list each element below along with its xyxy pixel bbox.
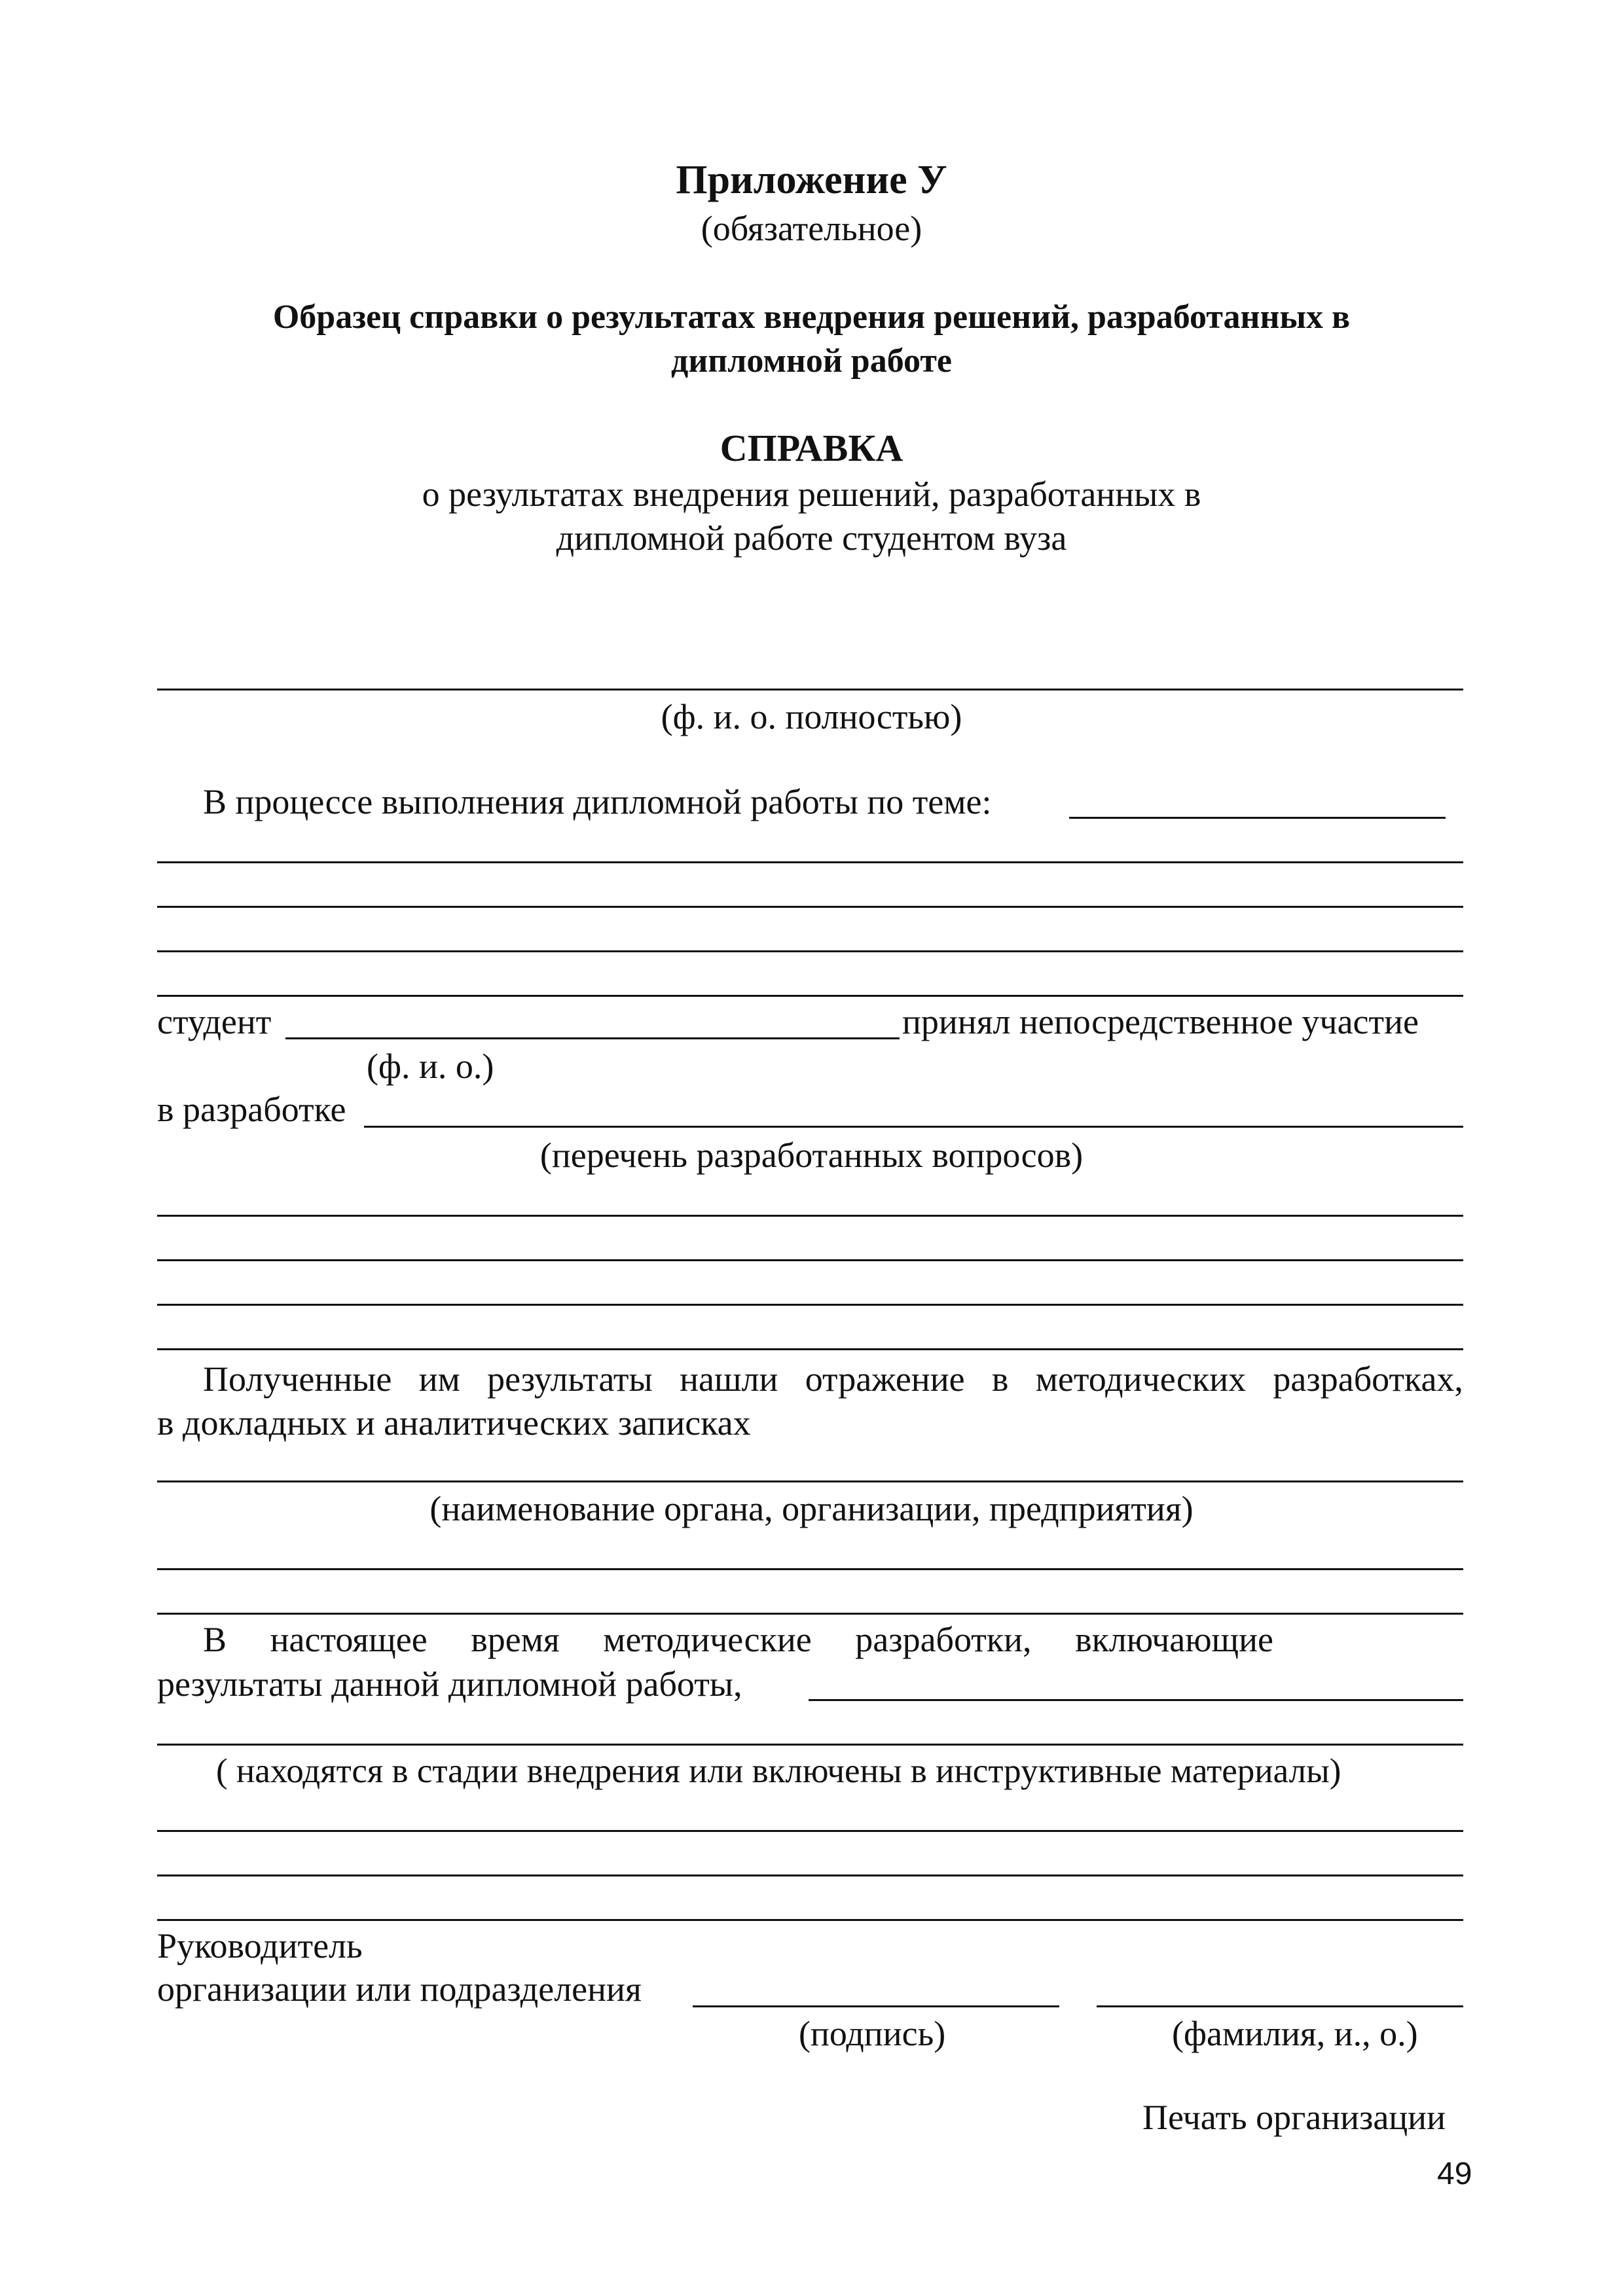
current-word: настоящее bbox=[270, 1620, 428, 1659]
fullname-caption: (ф. и. о. полностью) bbox=[661, 697, 962, 736]
organization-stamp-label: Печать организации bbox=[1142, 2098, 1446, 2137]
development-field[interactable] bbox=[364, 1126, 1463, 1128]
page-number: 49 bbox=[1437, 2157, 1472, 2191]
signature-field[interactable] bbox=[693, 2005, 1059, 2007]
development-caption: (перечень разработанных вопросов) bbox=[539, 1136, 1084, 1175]
results-word: отражение bbox=[805, 1359, 965, 1399]
sample-heading-line-1: Образец справки о результатах внедрения решений, разработанных в bbox=[272, 298, 1351, 336]
student-name-caption: (ф. и. о.) bbox=[367, 1047, 494, 1086]
current-word: методические bbox=[603, 1620, 812, 1659]
current-word: включающие bbox=[1075, 1620, 1273, 1659]
results-word: разработках, bbox=[1273, 1359, 1463, 1399]
results-word: в bbox=[991, 1359, 1009, 1399]
sample-heading-line-2: дипломной работе bbox=[671, 342, 952, 380]
results-word: методических bbox=[1035, 1359, 1247, 1399]
topic-intro: В процессе выполнения дипломной работы по теме: bbox=[203, 782, 992, 821]
current-paragraph-line-1 bbox=[203, 1622, 1273, 1657]
current-status-line[interactable] bbox=[157, 1874, 1463, 1876]
development-line[interactable] bbox=[157, 1259, 1463, 1261]
current-status-caption: ( находятся в стадии внедрения или включены в инструктивные материалы) bbox=[216, 1752, 1341, 1790]
current-word: время bbox=[471, 1620, 560, 1659]
signature-caption: (подпись) bbox=[799, 2014, 946, 2053]
current-paragraph-line-2: результаты данной дипломной работы, bbox=[157, 1664, 742, 1704]
fullname-field[interactable] bbox=[157, 689, 1463, 691]
organization-field[interactable] bbox=[157, 1480, 1463, 1482]
certificate-subtitle-line-1: о результатах внедрения решений, разработанных в bbox=[422, 475, 1201, 514]
head-role-line-1: Руководитель bbox=[157, 1926, 363, 1965]
topic-line[interactable] bbox=[157, 861, 1463, 863]
organization-line[interactable] bbox=[157, 1568, 1463, 1570]
results-paragraph-line-1 bbox=[203, 1361, 1463, 1397]
certificate-title: СПРАВКА bbox=[720, 427, 903, 469]
development-line[interactable] bbox=[157, 1215, 1463, 1217]
development-label: в разработке bbox=[157, 1090, 346, 1129]
topic-line[interactable] bbox=[157, 950, 1463, 952]
appendix-subtitle: (обязательное) bbox=[701, 209, 922, 248]
topic-field[interactable] bbox=[1069, 817, 1446, 819]
topic-line[interactable] bbox=[157, 995, 1463, 997]
head-role-line-2: организации или подразделения bbox=[157, 1969, 642, 2009]
topic-line[interactable] bbox=[157, 906, 1463, 908]
results-paragraph-line-2: в докладных и аналитических записках bbox=[157, 1403, 751, 1443]
participation-text: принял непосредственное участие bbox=[902, 1002, 1419, 1041]
current-status-line[interactable] bbox=[157, 1830, 1463, 1832]
development-line[interactable] bbox=[157, 1304, 1463, 1306]
current-word: разработки, bbox=[855, 1620, 1032, 1659]
head-name-caption: (фамилия, и., о.) bbox=[1172, 2014, 1418, 2053]
organization-line[interactable] bbox=[157, 1613, 1463, 1615]
student-label: студент bbox=[157, 1002, 272, 1041]
current-word: В bbox=[203, 1620, 227, 1659]
results-word: им bbox=[418, 1359, 460, 1399]
results-word: результаты bbox=[487, 1359, 653, 1399]
appendix-title: Приложение У bbox=[676, 158, 947, 202]
development-line[interactable] bbox=[157, 1348, 1463, 1350]
current-status-line[interactable] bbox=[157, 1744, 1463, 1746]
head-name-field[interactable] bbox=[1097, 2005, 1463, 2007]
current-status-line[interactable] bbox=[157, 1919, 1463, 1921]
student-name-field[interactable] bbox=[285, 1037, 900, 1039]
current-status-field[interactable] bbox=[809, 1699, 1463, 1701]
results-word: нашли bbox=[680, 1359, 778, 1399]
results-word: Полученные bbox=[203, 1359, 392, 1399]
certificate-subtitle-line-2: дипломной работе студентом вуза bbox=[556, 518, 1067, 558]
organization-caption: (наименование органа, организации, предприятия) bbox=[429, 1489, 1194, 1528]
